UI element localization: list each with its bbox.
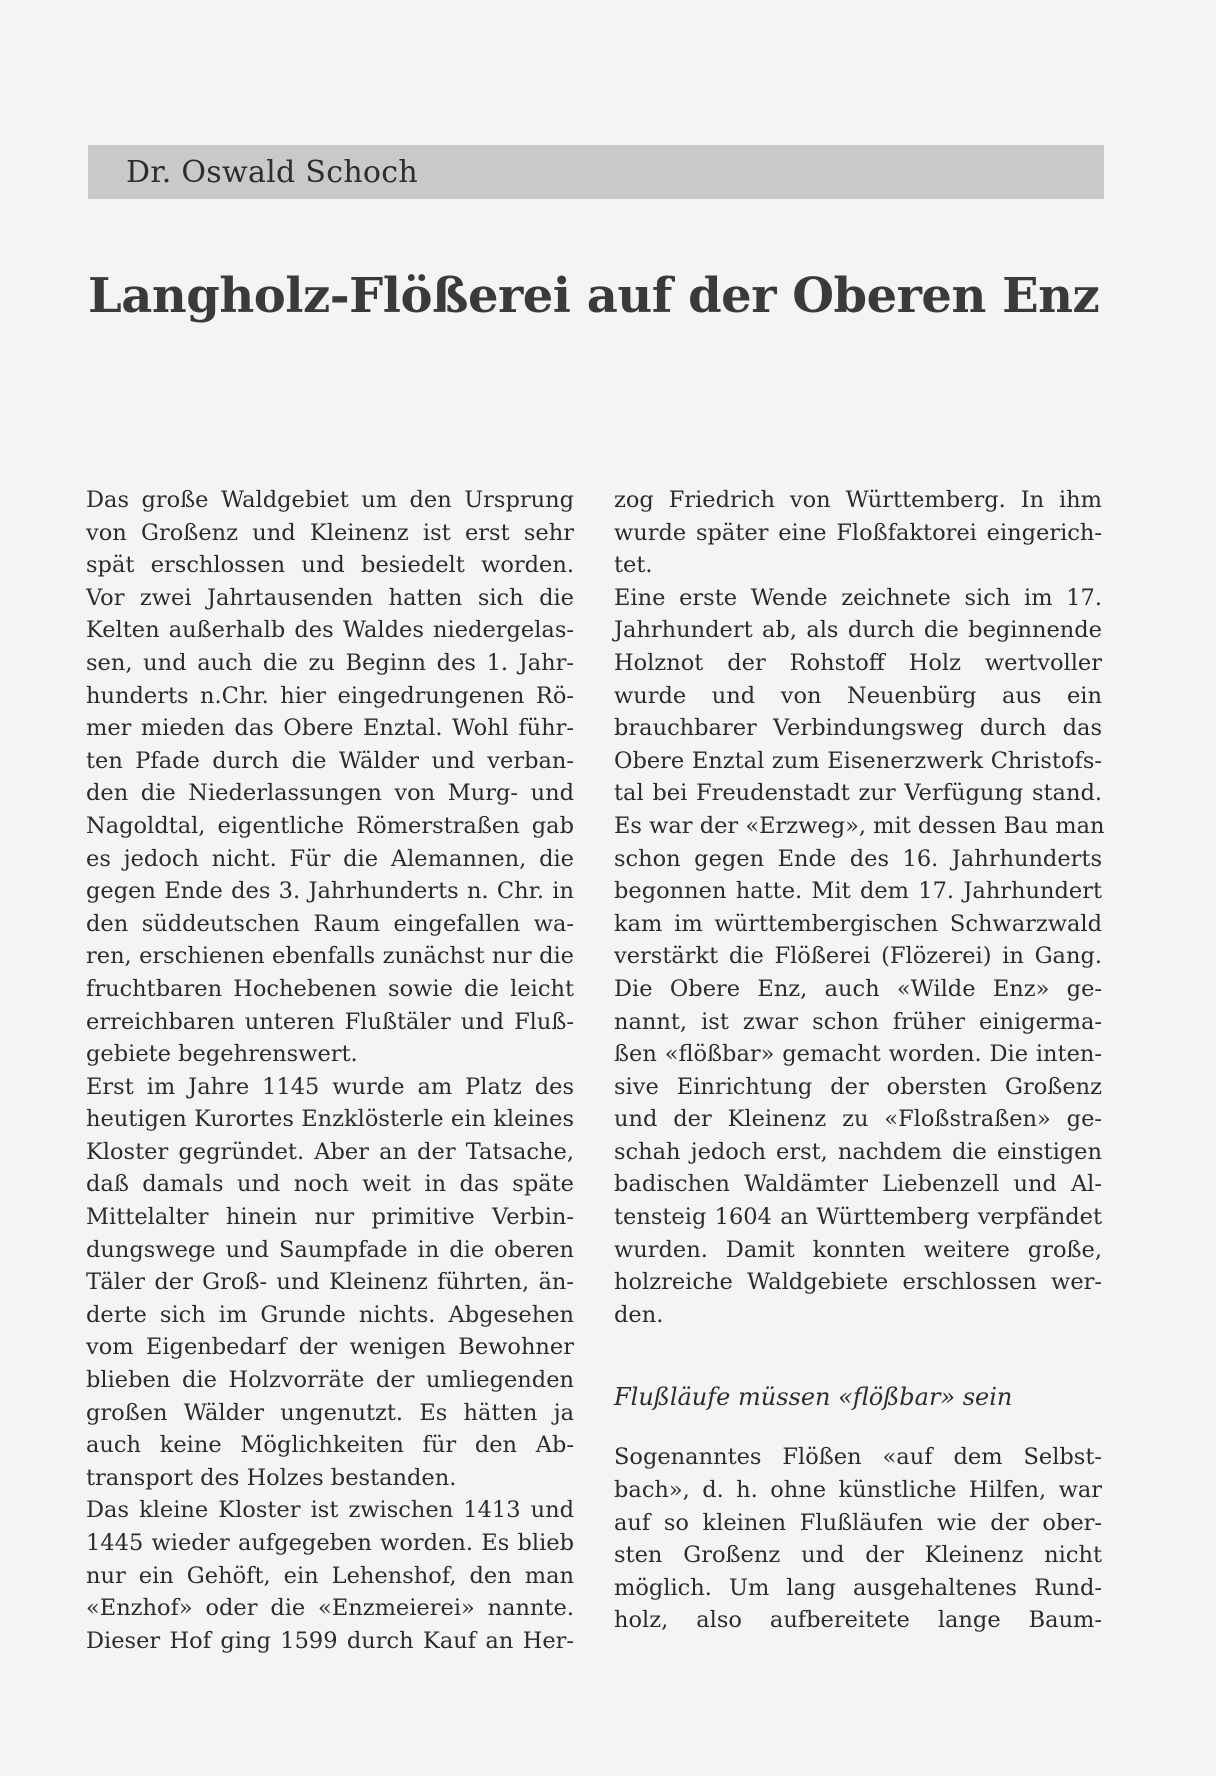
right-column-text <box>614 484 1105 1331</box>
text-line: Dieser Hof ging 1599 durch Kauf an Her- <box>86 1627 574 1654</box>
article-title: Langholz-Flößerei auf der Oberen Enz <box>88 268 1100 324</box>
text-line: bach», d. h. ohne künstliche Hilfen, war <box>614 1477 1102 1504</box>
text-line: erreichbaren unteren Flußtäler und Fluß- <box>86 1008 574 1035</box>
text-line: es jedoch nicht. Für die Alemannen, die <box>86 845 574 872</box>
text-line: ten Pfade durch die Wälder und verban- <box>86 747 574 774</box>
text-line: tet. <box>614 552 653 579</box>
text-line: 1445 wieder aufgegeben worden. Es blieb <box>86 1530 574 1556</box>
text-line: schon gegen Ende des 16. Jahrhunderts <box>614 845 1102 872</box>
text-line: großen Wälder ungenutzt. Es hätten ja <box>86 1399 574 1426</box>
text-line: nannt, ist zwar schon früher einigerma- <box>614 1008 1102 1035</box>
text-line: sive Einrichtung der obersten Großenz <box>614 1073 1102 1100</box>
left-column <box>86 484 574 1657</box>
text-line: und der Kleinenz zu «Floßstraßen» ge- <box>614 1106 1102 1133</box>
text-line: ren, erschienen ebenfalls zunächst nur die <box>86 943 574 970</box>
text-line: transport des Holzes bestanden. <box>86 1464 457 1491</box>
text-line: wurde später eine Floßfaktorei eingerich- <box>614 519 1102 546</box>
right-column-text-continued <box>614 1441 1102 1637</box>
text-line: Jahrhundert ab, als durch die beginnende <box>614 617 1102 644</box>
author-bar <box>88 145 1104 199</box>
text-line: Es war der «Erzweg», mit dessen Bau man <box>614 812 1105 839</box>
text-line: daß damals und noch weit in das späte <box>86 1171 574 1198</box>
text-line: von Großenz und Kleinenz ist erst sehr <box>86 519 574 546</box>
text-line: wurde und von Neuenbürg aus ein <box>614 682 1102 709</box>
text-line: wurden. Damit konnten weitere große, <box>614 1236 1102 1263</box>
text-line: dungswege und Saumpfade in die oberen <box>86 1236 574 1263</box>
text-line: möglich. Um lang ausgehaltenes Rund- <box>614 1574 1102 1601</box>
text-line: sten Großenz und der Kleinenz nicht <box>614 1542 1102 1569</box>
text-line: den süddeutschen Raum eingefallen wa- <box>86 910 574 937</box>
text-line: ßen «flößbar» gemacht worden. Die inten- <box>614 1041 1102 1068</box>
text-line: mer mieden das Obere Enztal. Wohl führ- <box>86 715 574 742</box>
text-line: auf so kleinen Flußläufen wie der ober- <box>614 1509 1102 1536</box>
text-line: Die Obere Enz, auch «Wilde Enz» ge- <box>614 975 1102 1002</box>
text-line: verstärkt die Flößerei (Flözerei) in Gang. <box>614 943 1102 970</box>
text-line: blieben die Holzvorräte der umliegenden <box>86 1367 574 1394</box>
right-column <box>614 484 1105 1637</box>
text-line: kam im württembergischen Schwarzwald <box>614 910 1102 937</box>
text-line: Holznot der Rohstoff Holz wertvoller <box>614 649 1102 676</box>
text-line: nur ein Gehöft, ein Lehenshof, den man <box>86 1562 574 1589</box>
text-line: fruchtbaren Hochebenen sowie die leicht <box>86 975 574 1002</box>
text-line: zog Friedrich von Württemberg. In ihm <box>614 487 1102 513</box>
text-line: heutigen Kurortes Enzklösterle ein kleines <box>86 1106 574 1133</box>
text-line: sen, und auch die zu Beginn des 1. Jahr- <box>86 649 574 676</box>
text-line: holz, also aufbereitete lange Baum- <box>614 1607 1102 1634</box>
text-line: Eine erste Wende zeichnete sich im 17. <box>614 584 1102 611</box>
text-line: hunderts n.Chr. hier eingedrungenen Rö- <box>86 682 574 709</box>
text-line: Das kleine Kloster ist zwischen 1413 und <box>86 1497 574 1524</box>
text-line: Sogenanntes Flößen «auf dem Selbst- <box>614 1444 1102 1471</box>
text-line: Nagoldtal, eigentliche Römerstraßen gab <box>86 812 574 839</box>
text-line: den die Niederlassungen von Murg- und <box>86 780 574 807</box>
text-line: brauchbarer Verbindungsweg durch das <box>614 715 1102 742</box>
text-line: derte sich im Grunde nichts. Abgesehen <box>86 1301 574 1328</box>
text-line: «Enzhof» oder die «Enzmeierei» nannte. <box>86 1595 574 1622</box>
text-line: den. <box>614 1301 664 1328</box>
text-line: Erst im Jahre 1145 wurde am Platz des <box>86 1073 574 1100</box>
text-line: Das große Waldgebiet um den Ursprung <box>86 487 574 513</box>
text-line: tal bei Freudenstadt zur Verfügung stand. <box>614 780 1102 807</box>
text-line: badischen Waldämter Liebenzell und Al- <box>614 1171 1102 1198</box>
text-line: holzreiche Waldgebiete erschlossen wer- <box>614 1269 1102 1296</box>
author-name: Dr. Oswald Schoch <box>126 154 419 190</box>
text-line: vom Eigenbedarf der wenigen Bewohner <box>86 1334 574 1361</box>
text-line: Täler der Groß- und Kleinenz führten, än- <box>86 1269 574 1296</box>
text-line: begonnen hatte. Mit dem 17. Jahrhundert <box>614 878 1102 905</box>
text-line: auch keine Möglichkeiten für den Ab- <box>86 1432 574 1459</box>
text-line: Mittelalter hinein nur primitive Verbin- <box>86 1204 574 1231</box>
text-line: gebiete begehrenswert. <box>86 1041 358 1068</box>
text-line: Kloster gegründet. Aber an der Tatsache, <box>86 1138 574 1165</box>
text-line: tensteig 1604 an Württemberg verpfändet <box>614 1204 1102 1231</box>
text-line: Kelten außerhalb des Waldes niedergelas- <box>86 617 574 644</box>
section-subheading: Flußläufe müssen «flößbar» sein <box>614 1383 1013 1412</box>
text-line: gegen Ende des 3. Jahrhunderts n. Chr. in <box>86 878 574 905</box>
text-line: schah jedoch erst, nachdem die einstigen <box>614 1138 1102 1165</box>
text-line: Vor zwei Jahrtausenden hatten sich die <box>86 584 574 611</box>
text-line: Obere Enztal zum Eisenerzwerk Christofs- <box>614 747 1102 774</box>
text-line: spät erschlossen und besiedelt worden. <box>86 552 574 579</box>
